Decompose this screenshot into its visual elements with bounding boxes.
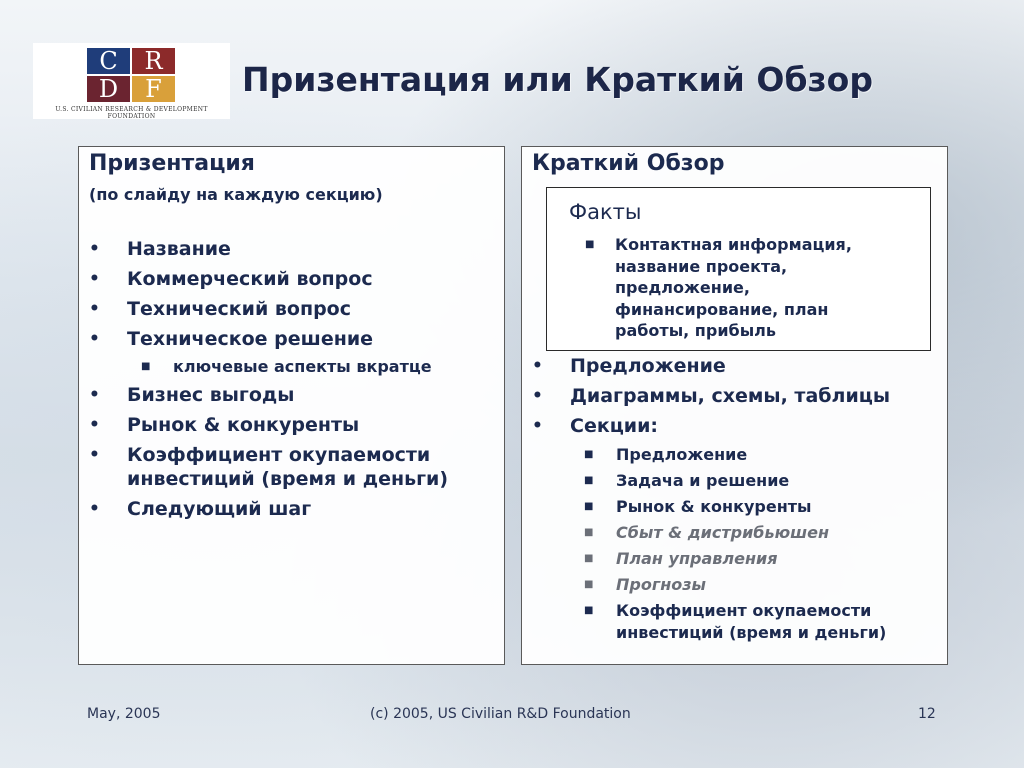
presentation-subtitle: (по слайду на каждую секцию)	[89, 185, 383, 204]
summary-title: Краткий Обзор	[532, 151, 725, 176]
square-bullet-icon: ■	[584, 605, 594, 616]
section-item: ■ Предложение	[584, 445, 748, 464]
facts-title: Факты	[569, 200, 642, 224]
list-item: • Бизнес выгоды	[89, 384, 295, 406]
section-item: ■ Задача и решение	[584, 471, 790, 490]
logo-org-name: U.S. CIVILIAN RESEARCH & DEVELOPMENT FOUNDATION	[55, 106, 208, 120]
section-item: ■ Коэффициент окупаемости инвестиций (время и деньги)	[584, 601, 887, 642]
footer-copyright: (c) 2005, US Civilian R&D Foundation	[370, 706, 631, 722]
bullet-icon: •	[89, 239, 100, 259]
section-item: ■ Сбыт & дистрибьюшен	[584, 523, 830, 542]
square-bullet-icon: ■	[584, 527, 594, 538]
list-item: • Диаграммы, схемы, таблицы	[532, 385, 891, 407]
list-item: • Коммерческий вопрос	[89, 268, 373, 290]
page-number: 12	[918, 706, 936, 722]
square-bullet-icon: ■	[584, 449, 594, 460]
facts-box	[546, 187, 931, 351]
section-item: ■ Прогнозы	[584, 575, 707, 594]
square-bullet-icon: ■	[584, 579, 594, 590]
square-bullet-icon: ■	[584, 553, 594, 564]
list-subitem: ■ ключевые аспекты вкратце	[141, 357, 432, 376]
bullet-icon: •	[532, 416, 543, 436]
list-item: • Техническое решение	[89, 328, 374, 350]
bullet-icon: •	[89, 499, 100, 519]
bullet-icon: •	[89, 385, 100, 405]
facts-text: Контактная информация, название проекта, предложение, финансирование, план работы, прибыль	[615, 235, 852, 340]
summary-list	[532, 354, 937, 648]
logo-grid	[87, 48, 175, 102]
summary-panel	[521, 146, 948, 665]
presentation-panel	[78, 146, 505, 665]
bullet-icon: •	[89, 329, 100, 349]
square-bullet-icon: ■	[584, 475, 594, 486]
presentation-list	[89, 237, 494, 527]
list-item: • Секции:	[532, 415, 659, 437]
bullet-icon: •	[532, 386, 543, 406]
square-bullet-icon: ■	[141, 361, 151, 372]
bullet-icon: •	[532, 356, 543, 376]
section-item: ■ План управления	[584, 549, 778, 568]
bullet-icon: •	[89, 445, 100, 465]
crdf-logo	[33, 43, 230, 119]
list-item: • Коэффициент окупаемости инвестиций (время и деньги)	[89, 444, 449, 490]
bullet-icon: •	[89, 269, 100, 289]
list-item: • Следующий шаг	[89, 498, 312, 520]
list-item: • Предложение	[532, 355, 726, 377]
logo-letter-d: D	[87, 76, 130, 102]
list-item: • Рынок & конкуренты	[89, 414, 360, 436]
footer-date: May, 2005	[87, 706, 161, 722]
bullet-icon: •	[89, 415, 100, 435]
slide-title: Призентация или Краткий Обзор	[242, 60, 873, 99]
presentation-title: Призентация	[89, 151, 255, 176]
list-item: • Название	[89, 238, 231, 260]
square-bullet-icon: ■	[585, 239, 595, 250]
logo-letter-r: R	[132, 48, 175, 74]
list-item: • Технический вопрос	[89, 298, 351, 320]
logo-letter-c: C	[87, 48, 130, 74]
section-item: ■ Рынок & конкуренты	[584, 497, 812, 516]
logo-letter-f: F	[132, 76, 175, 102]
square-bullet-icon: ■	[584, 501, 594, 512]
bullet-icon: •	[89, 299, 100, 319]
